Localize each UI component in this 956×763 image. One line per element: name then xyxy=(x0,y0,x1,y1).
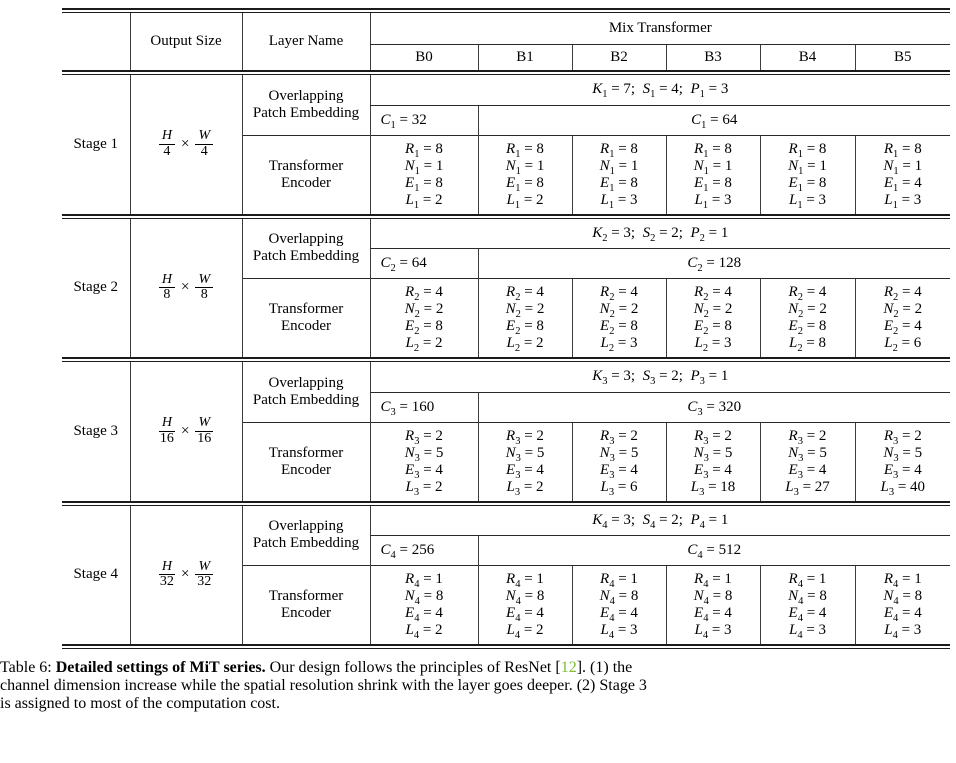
fraction-denominator: 4 xyxy=(200,143,208,159)
encoder-params-b3: $R_3 = 2$ $N_3 = 5$ $E_3 = 4$ $L_3 = 18$ xyxy=(666,422,760,501)
encoder-label-line2: Encoder xyxy=(281,174,331,191)
encoder-params-b0: $R_3 = 2$ $N_3 = 5$ $E_3 = 4$ $L_3 = 2$ xyxy=(370,422,478,501)
encoder-label xyxy=(242,279,370,358)
times-sign: × xyxy=(180,279,190,296)
encoder-params-b0: $R_1 = 8$ $N_1 = 1$ $E_1 = 8$ $L_1 = 2$ xyxy=(370,135,478,214)
fraction-numerator: W xyxy=(195,129,213,145)
header-stage-spacer xyxy=(62,13,130,70)
patch-label-line2: Patch Embedding xyxy=(252,104,360,121)
patch-label-line2: Patch Embedding xyxy=(252,391,360,408)
header-layer-name: Layer Name xyxy=(242,13,370,70)
encoder-params-b2: $R_1 = 8$ $N_1 = 1$ $E_1 = 8$ $L_1 = 3$ xyxy=(572,135,666,214)
header-output-size: Output Size xyxy=(130,13,242,70)
header-mix-transformer: Mix Transformer xyxy=(370,13,950,44)
table-header xyxy=(62,13,950,70)
encoder-label xyxy=(242,135,370,214)
channels-b1-b5: $C_2 = 128$ xyxy=(478,249,950,279)
output-size xyxy=(130,75,242,214)
patch-label-line1: Overlapping xyxy=(268,374,344,391)
patch-label-line1: Overlapping xyxy=(268,231,344,248)
fraction xyxy=(195,560,213,590)
model-col-B5: B5 xyxy=(855,44,950,70)
times-sign: × xyxy=(180,566,190,583)
caption-line-2: channel dimension increase while the spatial resolution shrink with the layer goes deeper. (2) Stage 3 xyxy=(0,677,647,694)
encoder-params-b1: $R_3 = 2$ $N_3 = 5$ $E_3 = 4$ $L_3 = 2$ xyxy=(478,422,572,501)
encoder-params-b4: $R_4 = 1$ $N_4 = 8$ $E_4 = 4$ $L_4 = 3$ xyxy=(760,566,855,645)
kernel-stride-padding: $K_2 = 3$; $S_2 = 2$; $P_2 = 1$ xyxy=(370,219,950,249)
channels-b1-b5: $C_4 = 512$ xyxy=(478,536,950,566)
patch-embedding-label xyxy=(242,75,370,135)
model-col-B2: B2 xyxy=(572,44,666,70)
patch-label-line1: Overlapping xyxy=(268,87,344,104)
stage-label: Stage 3 xyxy=(73,422,119,439)
fraction-numerator: H xyxy=(159,560,175,576)
output-size xyxy=(130,506,242,645)
caption-text-end: ]. (1) the xyxy=(576,659,633,676)
stage-label: Stage 1 xyxy=(73,135,119,152)
encoder-params-b5: $R_3 = 2$ $N_3 = 5$ $E_3 = 4$ $L_3 = 40$ xyxy=(855,422,950,501)
encoder-params-b4: $R_3 = 2$ $N_3 = 5$ $E_3 = 4$ $L_3 = 27$ xyxy=(760,422,855,501)
encoder-params-b3: $R_1 = 8$ $N_1 = 1$ $E_1 = 8$ $L_1 = 3$ xyxy=(666,135,760,214)
patch-embedding-label xyxy=(242,506,370,566)
encoder-params-b5: $R_2 = 4$ $N_2 = 2$ $E_2 = 4$ $L_2 = 6$ xyxy=(855,279,950,358)
fraction-numerator: W xyxy=(195,273,213,289)
caption-bold-title: Detailed settings of MiT series. xyxy=(55,659,266,676)
encoder-params-b0: $R_2 = 4$ $N_2 = 2$ $E_2 = 8$ $L_2 = 2$ xyxy=(370,279,478,358)
patch-embedding-label xyxy=(242,362,370,422)
encoder-label-line1: Transformer xyxy=(268,444,344,461)
model-col-B4: B4 xyxy=(760,44,855,70)
times-sign: × xyxy=(180,422,190,439)
stage-block-4 xyxy=(62,506,950,645)
output-size xyxy=(130,362,242,501)
encoder-label-line2: Encoder xyxy=(281,605,331,621)
fraction-denominator: 32 xyxy=(159,574,174,590)
encoder-params-b0: $R_4 = 1$ $N_4 = 8$ $E_4 = 4$ $L_4 = 2$ xyxy=(370,566,478,645)
encoder-params-b2: $R_2 = 4$ $N_2 = 2$ $E_2 = 8$ $L_2 = 3$ xyxy=(572,279,666,358)
encoder-params-b5: $R_1 = 8$ $N_1 = 1$ $E_1 = 4$ $L_1 = 3$ xyxy=(855,135,950,214)
fraction xyxy=(159,129,175,159)
encoder-params-b4: $R_2 = 4$ $N_2 = 2$ $E_2 = 8$ $L_2 = 8$ xyxy=(760,279,855,358)
channels-b1-b5: $C_1 = 64$ xyxy=(478,105,950,135)
channels-b0: $C_3 = 160$ xyxy=(370,392,478,422)
stage-blocks xyxy=(62,75,950,649)
fraction xyxy=(159,273,175,303)
channels-b1-b5: $C_3 = 320$ xyxy=(478,392,950,422)
fraction-denominator: 8 xyxy=(163,287,171,303)
encoder-label xyxy=(242,566,370,645)
channels-b0: $C_4 = 256$ xyxy=(370,536,478,566)
encoder-params-b1: $R_2 = 4$ $N_2 = 2$ $E_2 = 8$ $L_2 = 2$ xyxy=(478,279,572,358)
patch-embedding-label xyxy=(242,219,370,279)
encoder-label xyxy=(242,422,370,501)
channels-b0: $C_1 = 32$ xyxy=(370,105,478,135)
fraction-denominator: 32 xyxy=(197,574,212,590)
mit-settings-table xyxy=(62,8,950,649)
fraction xyxy=(195,129,213,159)
model-col-B1: B1 xyxy=(478,44,572,70)
fraction xyxy=(159,560,175,590)
times-sign: × xyxy=(180,135,190,152)
encoder-label-line1: Transformer xyxy=(268,157,344,174)
document-page xyxy=(0,8,956,763)
caption-line-3: is assigned to most of the computation cost. xyxy=(0,695,280,712)
encoder-params-b1: $R_1 = 8$ $N_1 = 1$ $E_1 = 8$ $L_1 = 2$ xyxy=(478,135,572,214)
caption-prefix: Table 6: xyxy=(0,659,56,676)
stage-block-2 xyxy=(62,219,950,358)
fraction-denominator: 4 xyxy=(163,143,171,159)
encoder-params-b3: $R_2 = 4$ $N_2 = 2$ $E_2 = 8$ $L_2 = 3$ xyxy=(666,279,760,358)
encoder-params-b2: $R_4 = 1$ $N_4 = 8$ $E_4 = 4$ $L_4 = 3$ xyxy=(572,566,666,645)
model-col-B3: B3 xyxy=(666,44,760,70)
encoder-label-line1: Transformer xyxy=(268,301,344,317)
encoder-params-b1: $R_4 = 1$ $N_4 = 8$ $E_4 = 4$ $L_4 = 2$ xyxy=(478,566,572,645)
fraction-denominator: 16 xyxy=(159,430,174,446)
channels-b0: $C_2 = 64$ xyxy=(370,249,478,279)
stage-label: Stage 2 xyxy=(73,279,119,296)
encoder-label-line2: Encoder xyxy=(281,318,331,334)
caption-text: Our design follows the principles of ResNet [ xyxy=(265,659,561,676)
encoder-params-b3: $R_4 = 1$ $N_4 = 8$ $E_4 = 4$ $L_4 = 3$ xyxy=(666,566,760,645)
fraction xyxy=(195,273,213,303)
fraction xyxy=(195,416,213,446)
model-col-B0: B0 xyxy=(370,44,478,70)
fraction-numerator: W xyxy=(195,416,213,432)
encoder-params-b4: $R_1 = 8$ $N_1 = 1$ $E_1 = 8$ $L_1 = 3$ xyxy=(760,135,855,214)
fraction-denominator: 8 xyxy=(200,287,208,303)
stage-block-3 xyxy=(62,362,950,501)
caption-line-1 xyxy=(0,659,956,677)
encoder-label-line2: Encoder xyxy=(281,461,331,478)
fraction-numerator: H xyxy=(159,129,175,145)
bottom-rule xyxy=(62,644,950,649)
kernel-stride-padding: $K_3 = 3$; $S_3 = 2$; $P_3 = 1$ xyxy=(370,362,950,392)
patch-label-line2: Patch Embedding xyxy=(252,535,360,552)
fraction-numerator: H xyxy=(159,273,175,289)
fraction xyxy=(159,416,175,446)
patch-label-line2: Patch Embedding xyxy=(252,248,360,265)
encoder-params-b5: $R_4 = 1$ $N_4 = 8$ $E_4 = 4$ $L_4 = 3$ xyxy=(855,566,950,645)
fraction-denominator: 16 xyxy=(197,430,212,446)
kernel-stride-padding: $K_4 = 3$; $S_4 = 2$; $P_4 = 1$ xyxy=(370,506,950,536)
citation-link[interactable]: 12 xyxy=(560,659,577,676)
encoder-params-b2: $R_3 = 2$ $N_3 = 5$ $E_3 = 4$ $L_3 = 6$ xyxy=(572,422,666,501)
kernel-stride-padding: $K_1 = 7$; $S_1 = 4$; $P_1 = 3$ xyxy=(370,75,950,105)
encoder-label-line1: Transformer xyxy=(268,588,344,604)
stage-label: Stage 4 xyxy=(73,566,119,583)
output-size xyxy=(130,219,242,358)
patch-label-line1: Overlapping xyxy=(268,518,344,535)
fraction-numerator: W xyxy=(195,560,213,576)
fraction-numerator: H xyxy=(159,416,175,432)
stage-block-1 xyxy=(62,75,950,214)
